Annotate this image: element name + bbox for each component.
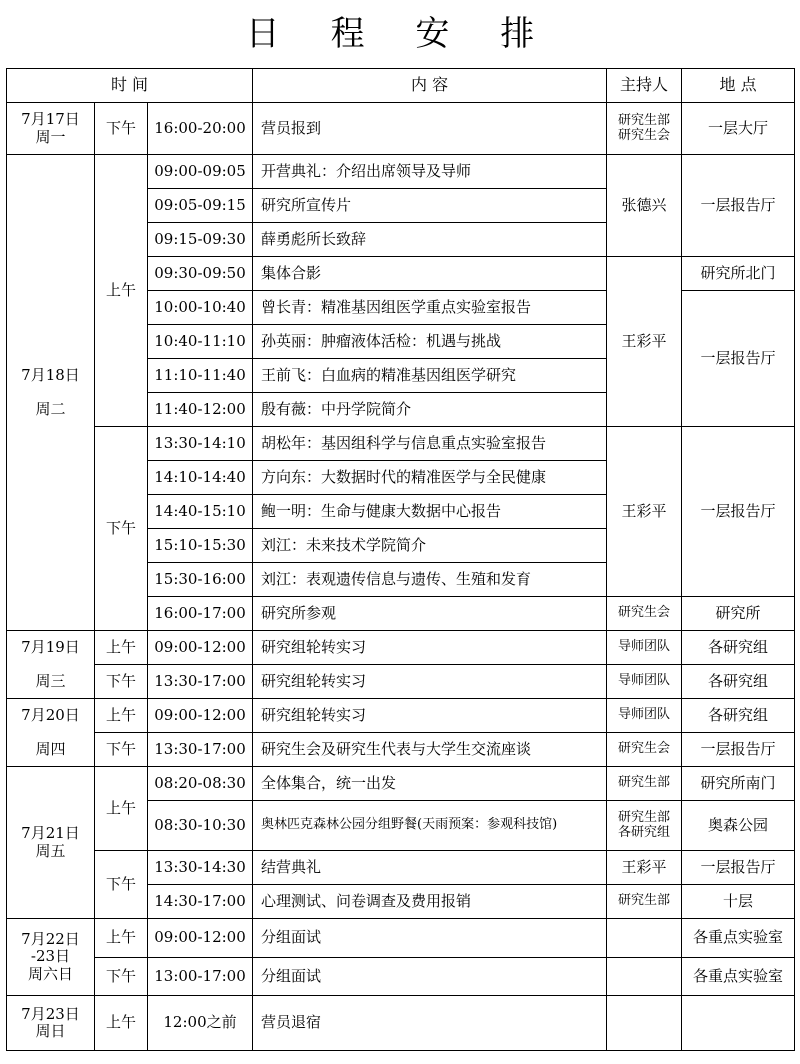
host-cell bbox=[607, 919, 682, 958]
table-row bbox=[7, 427, 795, 461]
table-row bbox=[7, 699, 795, 733]
time-cell: 13:30-17:00 bbox=[148, 665, 253, 699]
time-cell: 09:00-09:05 bbox=[148, 155, 253, 189]
time-cell: 11:40-12:00 bbox=[148, 393, 253, 427]
time-cell: 08:20-08:30 bbox=[148, 767, 253, 801]
period-cell: 上午 bbox=[95, 996, 148, 1051]
location-cell: 一层报告厅 bbox=[682, 155, 795, 257]
time-cell: 15:10-15:30 bbox=[148, 529, 253, 563]
time-cell: 09:15-09:30 bbox=[148, 223, 253, 257]
date-cell: 7月19日 周三 bbox=[7, 631, 95, 699]
location-cell: 一层报告厅 bbox=[682, 733, 795, 767]
host-cell: 研究生会 bbox=[607, 733, 682, 767]
location-cell: 研究所北门 bbox=[682, 257, 795, 291]
location-cell: 研究所南门 bbox=[682, 767, 795, 801]
table-row bbox=[7, 103, 795, 155]
content-cell: 分组面试 bbox=[253, 958, 607, 996]
table-header-row bbox=[7, 69, 795, 103]
date-cell: 7月17日 周一 bbox=[7, 103, 95, 155]
period-cell: 上午 bbox=[95, 155, 148, 427]
host-cell: 研究生部 bbox=[607, 767, 682, 801]
host-cell: 王彩平 bbox=[607, 427, 682, 597]
content-cell: 方向东：大数据时代的精准医学与全民健康 bbox=[253, 461, 607, 495]
content-cell: 全体集合，统一出发 bbox=[253, 767, 607, 801]
table-row bbox=[7, 851, 795, 885]
host-cell: 张德兴 bbox=[607, 155, 682, 257]
content-cell: 胡松年：基因组科学与信息重点实验室报告 bbox=[253, 427, 607, 461]
content-cell: 研究组轮转实习 bbox=[253, 631, 607, 665]
location-cell: 各研究组 bbox=[682, 699, 795, 733]
page-title: 日 程 安 排 bbox=[245, 14, 555, 54]
date-cell: 7月22日 -23日 周六日 bbox=[7, 919, 95, 996]
time-cell: 11:10-11:40 bbox=[148, 359, 253, 393]
time-cell: 13:30-17:00 bbox=[148, 733, 253, 767]
schedule-table bbox=[6, 68, 795, 1051]
content-cell: 研究所参观 bbox=[253, 597, 607, 631]
host-cell: 导师团队 bbox=[607, 699, 682, 733]
content-cell: 鲍一明：生命与健康大数据中心报告 bbox=[253, 495, 607, 529]
host-cell: 研究生部 bbox=[607, 885, 682, 919]
content-cell: 营员报到 bbox=[253, 103, 607, 155]
table-row bbox=[7, 996, 795, 1051]
content-cell: 研究所宣传片 bbox=[253, 189, 607, 223]
content-cell: 营员退宿 bbox=[253, 996, 607, 1051]
period-cell: 上午 bbox=[95, 919, 148, 958]
table-row bbox=[7, 665, 795, 699]
host-cell: 导师团队 bbox=[607, 665, 682, 699]
content-cell: 孙英丽：肿瘤液体活检：机遇与挑战 bbox=[253, 325, 607, 359]
time-cell: 09:00-12:00 bbox=[148, 919, 253, 958]
content-cell: 研究组轮转实习 bbox=[253, 699, 607, 733]
table-row bbox=[7, 733, 795, 767]
date-cell: 7月20日 周四 bbox=[7, 699, 95, 767]
host-cell bbox=[607, 996, 682, 1051]
period-cell: 上午 bbox=[95, 699, 148, 733]
time-cell: 09:00-12:00 bbox=[148, 699, 253, 733]
content-cell: 集体合影 bbox=[253, 257, 607, 291]
location-cell: 各研究组 bbox=[682, 631, 795, 665]
period-cell: 下午 bbox=[95, 103, 148, 155]
time-cell: 10:40-11:10 bbox=[148, 325, 253, 359]
content-cell: 心理测试、问卷调查及费用报销 bbox=[253, 885, 607, 919]
content-cell: 曾长青：精准基因组医学重点实验室报告 bbox=[253, 291, 607, 325]
time-cell: 09:00-12:00 bbox=[148, 631, 253, 665]
location-cell: 一层报告厅 bbox=[682, 427, 795, 597]
date-cell: 7月21日 周五 bbox=[7, 767, 95, 919]
time-cell: 14:30-17:00 bbox=[148, 885, 253, 919]
period-cell: 下午 bbox=[95, 733, 148, 767]
table-row bbox=[7, 919, 795, 958]
host-cell bbox=[607, 958, 682, 996]
content-cell: 王前飞：白血病的精准基因组医学研究 bbox=[253, 359, 607, 393]
host-cell: 王彩平 bbox=[607, 257, 682, 427]
location-cell bbox=[682, 996, 795, 1051]
location-cell: 一层报告厅 bbox=[682, 851, 795, 885]
host-cell: 导师团队 bbox=[607, 631, 682, 665]
content-cell: 刘江：表观遗传信息与遗传、生殖和发育 bbox=[253, 563, 607, 597]
date-cell: 7月18日 周二 bbox=[7, 155, 95, 631]
location-cell: 奥森公园 bbox=[682, 801, 795, 851]
host-cell: 王彩平 bbox=[607, 851, 682, 885]
period-cell: 下午 bbox=[95, 851, 148, 919]
time-cell: 09:30-09:50 bbox=[148, 257, 253, 291]
location-cell: 一层大厅 bbox=[682, 103, 795, 155]
time-cell: 13:00-17:00 bbox=[148, 958, 253, 996]
content-cell: 殷有薇：中丹学院简介 bbox=[253, 393, 607, 427]
header-location: 地 点 bbox=[682, 69, 795, 103]
time-cell: 14:40-15:10 bbox=[148, 495, 253, 529]
header-time: 时 间 bbox=[7, 69, 253, 103]
period-cell: 上午 bbox=[95, 767, 148, 851]
content-cell: 刘江：未来技术学院简介 bbox=[253, 529, 607, 563]
host-cell: 研究生会 bbox=[607, 597, 682, 631]
header-content: 内 容 bbox=[253, 69, 607, 103]
content-cell: 奥林匹克森林公园分组野餐(天雨预案：参观科技馆) bbox=[253, 801, 607, 851]
location-cell: 十层 bbox=[682, 885, 795, 919]
time-cell: 12:00之前 bbox=[148, 996, 253, 1051]
period-cell: 上午 bbox=[95, 631, 148, 665]
table-row bbox=[7, 767, 795, 801]
time-cell: 09:05-09:15 bbox=[148, 189, 253, 223]
content-cell: 研究组轮转实习 bbox=[253, 665, 607, 699]
time-cell: 16:00-17:00 bbox=[148, 597, 253, 631]
content-cell: 结营典礼 bbox=[253, 851, 607, 885]
period-cell: 下午 bbox=[95, 958, 148, 996]
location-cell: 研究所 bbox=[682, 597, 795, 631]
content-cell: 分组面试 bbox=[253, 919, 607, 958]
date-cell: 7月23日 周日 bbox=[7, 996, 95, 1051]
location-cell: 各重点实验室 bbox=[682, 958, 795, 996]
location-cell: 各研究组 bbox=[682, 665, 795, 699]
table-row bbox=[7, 631, 795, 665]
host-cell: 研究生部 研究生会 bbox=[607, 103, 682, 155]
time-cell: 15:30-16:00 bbox=[148, 563, 253, 597]
time-cell: 08:30-10:30 bbox=[148, 801, 253, 851]
location-cell: 一层报告厅 bbox=[682, 291, 795, 427]
content-cell: 开营典礼：介绍出席领导及导师 bbox=[253, 155, 607, 189]
period-cell: 下午 bbox=[95, 427, 148, 631]
host-cell: 研究生部 各研究组 bbox=[607, 801, 682, 851]
time-cell: 13:30-14:30 bbox=[148, 851, 253, 885]
period-cell: 下午 bbox=[95, 665, 148, 699]
header-host: 主持人 bbox=[607, 69, 682, 103]
time-cell: 10:00-10:40 bbox=[148, 291, 253, 325]
table-row bbox=[7, 958, 795, 996]
time-cell: 14:10-14:40 bbox=[148, 461, 253, 495]
time-cell: 16:00-20:00 bbox=[148, 103, 253, 155]
content-cell: 薛勇彪所长致辞 bbox=[253, 223, 607, 257]
time-cell: 13:30-14:10 bbox=[148, 427, 253, 461]
location-cell: 各重点实验室 bbox=[682, 919, 795, 958]
content-cell: 研究生会及研究生代表与大学生交流座谈 bbox=[253, 733, 607, 767]
table-row bbox=[7, 155, 795, 189]
